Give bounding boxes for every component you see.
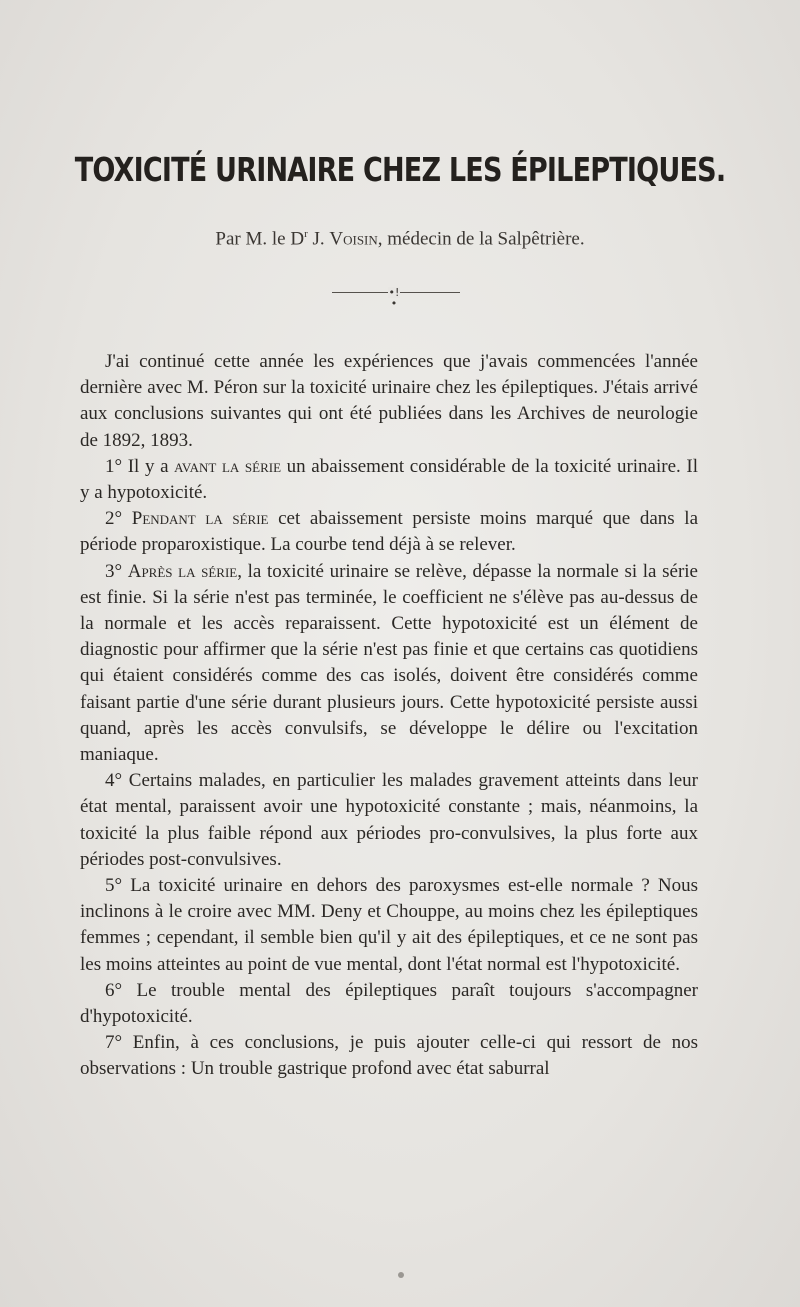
- byline-suffix: , médecin de la Salpêtrière.: [377, 228, 585, 250]
- divider-ornament: •!•: [388, 286, 400, 310]
- conclusion-1-text: un abaissement considérable de la toxicité urinaire. Il y a hypotoxicité.: [80, 455, 699, 504]
- byline-dr-superscript: r: [304, 228, 308, 240]
- conclusion-3-number: 3°: [105, 560, 128, 582]
- conclusion-1-phase: avant la série: [174, 455, 282, 477]
- paragraph-conclusion-7: 7° Enfin, à ces conclusions, je puis ajouter celle-ci qui ressort de nos observations : Un trouble gastrique profond avec état saburral: [80, 1032, 698, 1080]
- paragraph-conclusion-3: [80, 559, 698, 769]
- conclusion-2-text: cet abaissement persiste moins marqué que dans la période proparoxistique. La courbe tend déjà à se relever.: [80, 508, 698, 556]
- paragraph-conclusion-5: 5° La toxicité urinaire en dehors des paroxysmes est-elle normale ? Nous inclinons à le croire avec MM. Deny et Chouppe, au moins chez les épileptiques femmes ; cependant, il semble bien qu'il y ait des épileptiques, et ce ne sont pas les moins atteintes au point de vue mental, dont l'état normal est l'hypotoxicité.: [80, 875, 698, 975]
- paragraph-conclusion-1: [80, 454, 698, 506]
- page-speck: [398, 1272, 404, 1278]
- paragraph-intro: J'ai continué cette année les expériences que j'avais commencées l'année dernière avec M. Péron sur la toxicité urinaire chez les épileptiques. J'étais arrivé aux conclusions suivantes qui ont été publiées dans les Archives de neurologie de 1892, 1893.: [80, 351, 698, 451]
- conclusion-3-phase: Après la série: [127, 560, 238, 582]
- article-title: TOXICITÉ URINAIRE CHEZ LES ÉPILEPTIQUES.: [74, 150, 726, 189]
- author-name: Voisin: [329, 228, 378, 250]
- article-body: [80, 349, 698, 1083]
- conclusion-2-number: 2°: [105, 508, 132, 530]
- byline-initial: J.: [307, 228, 330, 250]
- byline-prefix: Par M. le D: [215, 228, 305, 250]
- conclusion-2-phase: Pendant la série: [131, 508, 269, 530]
- paragraph-conclusion-2: [80, 506, 698, 558]
- conclusion-3-text: , la toxicité urinaire se relève, dépasse la normale si la série est finie. Si la série n'est pas terminée, le coefficient ne s'élève pas au-dessus de la normale et les accès reparaissent. Cette hypotoxicité est un élément de diagnostic pour affirmer que la série n'est pas finie et que certains cas quotidiens qui étaient considérés comme des cas isolés, doivent être considérés comme faisant partie d'une série durant plusieurs jours. Cette hypotoxicité persiste aussi quand, après les accès convulsifs, se développe le délire ou l'excitation maniaque.: [80, 560, 698, 766]
- paragraph-conclusion-4: 4° Certains malades, en particulier les malades gravement atteints dans leur état mental, paraissent avoir une hypotoxicité constante ; mais, néanmoins, la toxicité la plus faible répond aux périodes pro-convulsives, la plus forte aux périodes post-convulsives.: [80, 770, 698, 870]
- paragraph-conclusion-6: 6° Le trouble mental des épileptiques paraît toujours s'accompagner d'hypotoxicité.: [80, 979, 698, 1028]
- conclusion-1-number: 1° Il y a: [105, 455, 175, 477]
- byline: [0, 228, 800, 250]
